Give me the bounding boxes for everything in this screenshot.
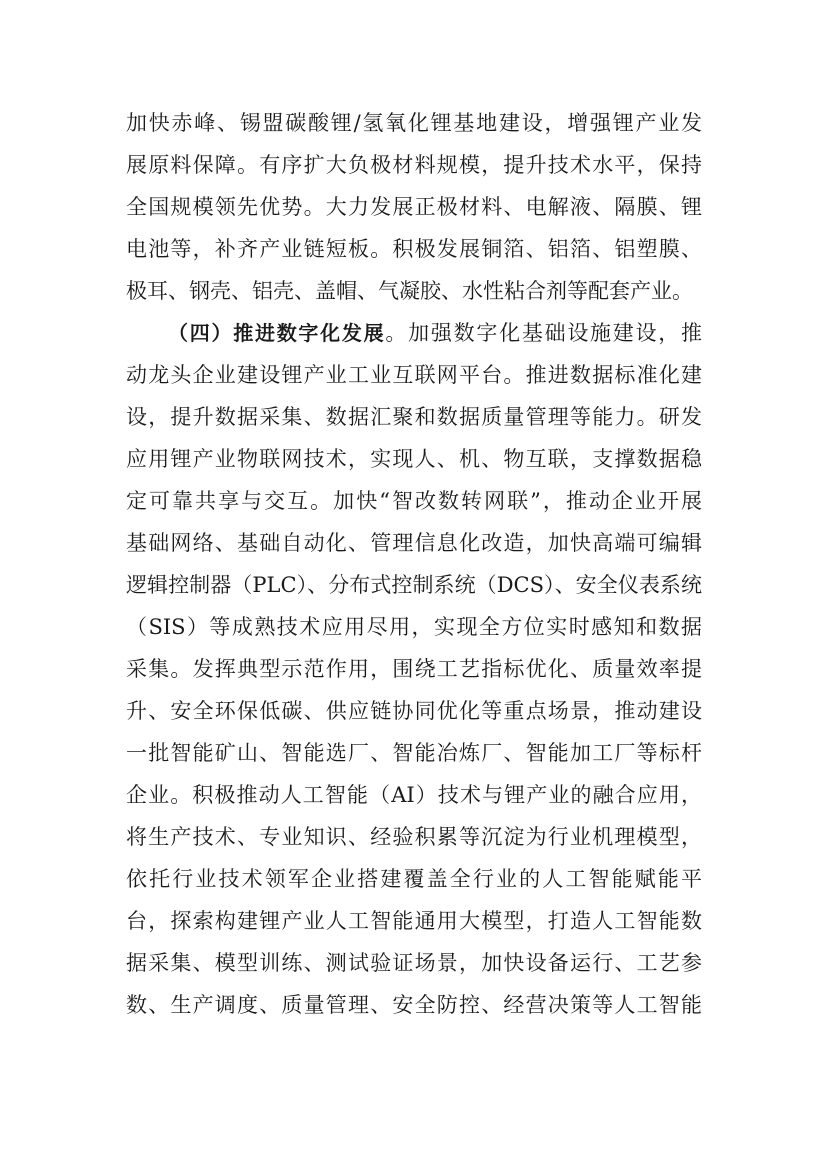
para1-line: 展原料保障。有序扩大负极材料规模，提升技术水平，保持 bbox=[126, 153, 702, 177]
para2-line: 企业。积极推动人工智能（AI）技术与锂产业的融合应用， bbox=[126, 783, 702, 807]
para2-line: （SIS）等成熟技术应用尽用，实现全方位实时感知和数据 bbox=[126, 615, 702, 639]
para2-line: 基础网络、基础自动化、管理信息化改造，加快高端可编辑 bbox=[126, 531, 702, 555]
para2-line: 逻辑控制器（PLC）、分布式控制系统（DCS）、安全仪表系统 bbox=[126, 573, 702, 597]
para2-line: 将生产技术、专业知识、经验积累等沉淀为行业机理模型， bbox=[126, 825, 702, 849]
para1-line: 加快赤峰、锡盟碳酸锂/氢氧化锂基地建设，增强锂产业发 bbox=[126, 111, 702, 135]
para2-line: 数、生产调度、质量管理、安全防控、经营决策等人工智能 bbox=[126, 993, 702, 1017]
body-text bbox=[126, 102, 702, 1026]
para2-line: 据采集、模型训练、测试验证场景，加快设备运行、工艺参 bbox=[126, 951, 702, 975]
para1-line: 全国规模领先优势。大力发展正极材料、电解液、隔膜、锂 bbox=[126, 195, 702, 219]
para1-line: 极耳、钢壳、铝壳、盖帽、气凝胶、水性粘合剂等配套产业。 bbox=[126, 279, 693, 303]
para2-line: 升、安全环保低碳、供应链协同优化等重点场景，推动建设 bbox=[126, 699, 702, 723]
para2-line: 台，探索构建锂产业人工智能通用大模型，打造人工智能数 bbox=[126, 909, 702, 933]
para1-line: 电池等，补齐产业链短板。积极发展铜箔、铝箔、铝塑膜、 bbox=[126, 237, 702, 261]
section-heading: （四）推进数字化发展 bbox=[168, 321, 386, 345]
para2-line: 应用锂产业物联网技术，实现人、机、物互联，支撑数据稳 bbox=[126, 447, 702, 471]
para2-line: 定可靠共享与交互。加快“智改数转网联”，推动企业开展 bbox=[126, 489, 702, 513]
para2-line: 一批智能矿山、智能选厂、智能冶炼厂、智能加工厂等标杆 bbox=[126, 741, 702, 765]
para2-first-line-text: 。加强数字化基础设施建设，推 bbox=[385, 321, 702, 345]
para2-line: 采集。发挥典型示范作用，围绕工艺指标优化、质量效率提 bbox=[126, 657, 702, 681]
para2-line: 动龙头企业建设锂产业工业互联网平台。推进数据标准化建 bbox=[126, 363, 702, 387]
para2-line: 设，提升数据采集、数据汇聚和数据质量管理等能力。研发 bbox=[126, 405, 702, 429]
para2-line: 依托行业技术领军企业搭建覆盖全行业的人工智能赋能平 bbox=[126, 867, 702, 891]
para2-first-line bbox=[126, 312, 702, 354]
